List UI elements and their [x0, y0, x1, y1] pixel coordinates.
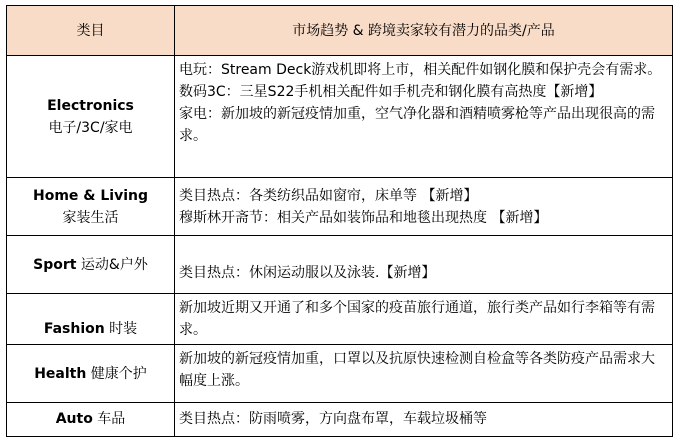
category-name-en: Health: [34, 365, 87, 382]
trend-line: 新加坡近期又开通了和多个国家的疫苗旅行通道，旅行类产品如行李箱等有需求。: [179, 300, 655, 338]
header-category: 类目: [7, 6, 175, 56]
table-row: [7, 178, 673, 236]
category-name-cn: 运动&户外: [80, 256, 148, 273]
category-cell: [7, 236, 175, 294]
trend-line: 家电：新加坡的新冠疫情加重，空气净化器和酒精喷雾枪等产品出现很高的需求。: [179, 106, 655, 144]
trend-cell: [175, 403, 673, 437]
table-row: [7, 345, 673, 403]
table-row: [7, 236, 673, 294]
trend-line: 数码3C：三星S22手机相关配件如手机壳和钢化膜有高热度【新增】: [179, 84, 603, 100]
category-cell: [7, 56, 175, 178]
table-header-row: [7, 6, 673, 56]
category-cell: [7, 178, 175, 236]
category-cell: [7, 345, 175, 403]
table-row: [7, 403, 673, 437]
table-row: [7, 56, 673, 178]
category-name-en: Home & Living: [32, 187, 148, 204]
category-name-cn: 健康个护: [90, 365, 147, 382]
trend-line: 类目热点：防雨喷雾，方向盘布罩，车载垃圾桶等: [179, 411, 487, 427]
trend-cell: [175, 178, 673, 236]
header-trends: 市场趋势 & 跨境卖家较有潜力的品类/产品: [175, 6, 673, 56]
trend-line: 类目热点：休闲运动服以及泳装.【新增】: [179, 265, 436, 281]
trend-cell: [175, 236, 673, 294]
category-name-cn: 时装: [109, 321, 138, 337]
table-row: [7, 294, 673, 345]
trend-line: 新加坡的新冠疫情加重，口罩以及抗原快速检测自检盒等各类防疫产品需求大幅度上涨。: [179, 351, 655, 389]
trend-cell: [175, 56, 673, 178]
trend-line: 穆斯林开斋节：相关产品如装饰品和地毯出现热度 【新增】: [179, 209, 548, 226]
category-name-en: Electronics: [47, 97, 134, 114]
category-name-en: Auto: [55, 411, 93, 427]
category-name-en: Fashion: [43, 321, 105, 337]
category-name-en: Sport: [33, 256, 77, 273]
trend-cell: [175, 294, 673, 345]
category-name-cn: 车品: [97, 411, 126, 427]
trend-line: 电玩：Stream Deck游戏机即将上市，相关配件如钢化膜和保护壳会有需求。: [179, 62, 662, 78]
category-name-cn: 电子/3C/家电: [48, 119, 133, 136]
category-name-cn: 家装生活: [62, 209, 119, 226]
trend-cell: [175, 345, 673, 403]
market-trends-table: [6, 5, 673, 437]
category-cell: [7, 294, 175, 345]
trend-line: 类目热点：各类纺织品如窗帘，床单等 【新增】: [179, 187, 478, 204]
category-cell: [7, 403, 175, 437]
